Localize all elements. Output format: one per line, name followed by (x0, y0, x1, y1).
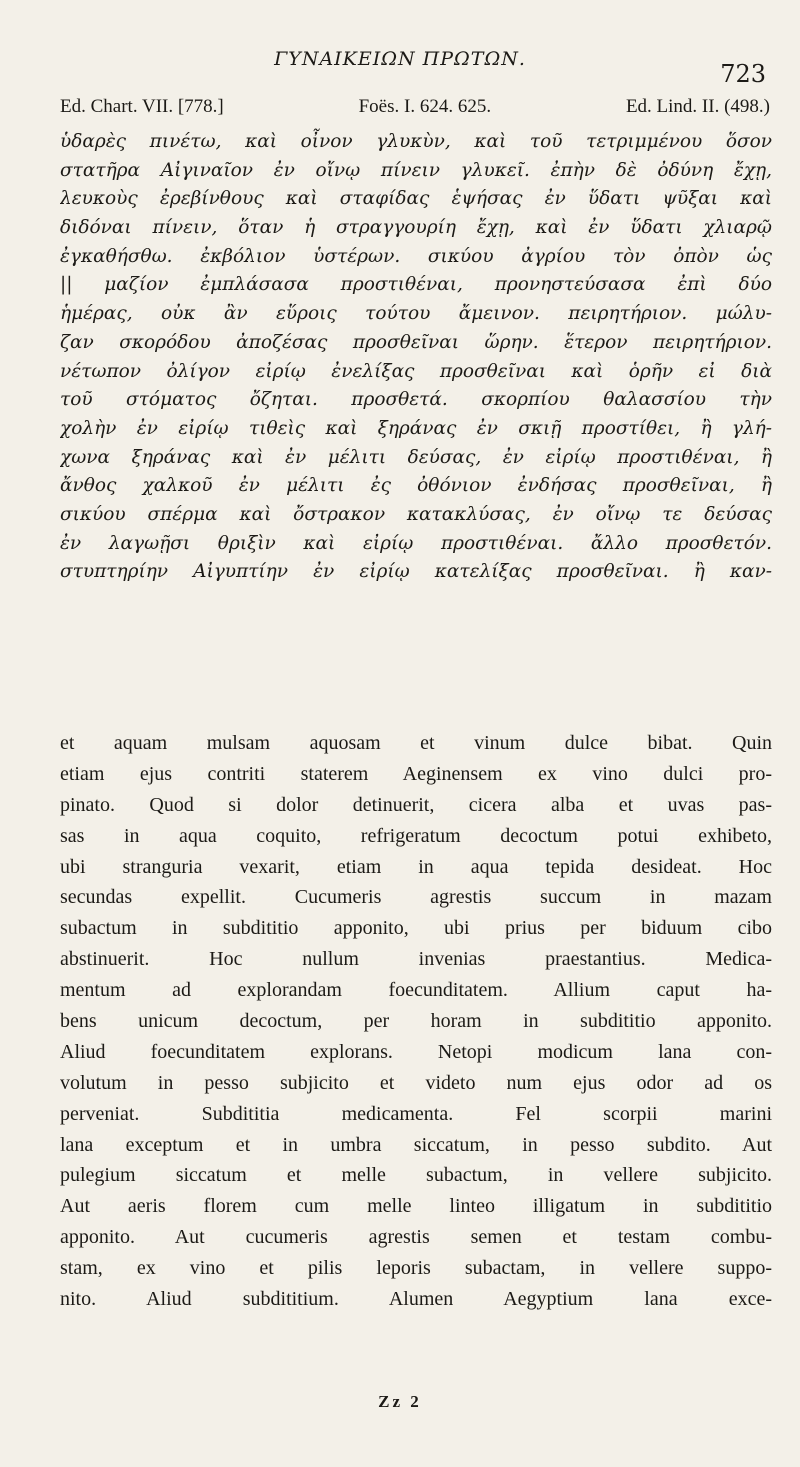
latin-line: bens unicum decoctum, per horam in subdititio apponito. (60, 1010, 772, 1033)
latin-line: secundas expellit. Cucumeris agrestis succum in mazam (60, 886, 772, 909)
greek-line: χολὴν ἐν εἰρίῳ τιθεὶς καὶ ξηράνας ἐν σκιῇ προστίθει, ἢ γλή- (60, 417, 772, 439)
edition-chart: Ed. Chart. VII. [778.] (60, 96, 224, 117)
greek-line: στυπτηρίην Αἰγυπτίην ἐν εἰρίῳ κατελίξας προσθεῖναι. ἢ καν- (60, 561, 772, 583)
greek-line: λευκοὺς ἐρεβίνθους καὶ σταφίδας ἑψήσας ἐν ὕδατι ψῦξαι καὶ (60, 188, 772, 210)
latin-line: ubi stranguria vexarit, etiam in aqua tepida desideat. Hoc (60, 855, 772, 878)
latin-line: abstinuerit. Hoc nullum invenias praestantius. Medica- (60, 948, 772, 971)
greek-line: ἡμέρας, οὐκ ἂν εὕροις τούτου ἄμεινον. πειρητήριον. μώλυ- (60, 303, 772, 325)
greek-line: διδόναι πίνειν, ὅταν ἡ στραγγουρίη ἔχῃ, καὶ ἐν ὕδατι χλιαρῷ (60, 217, 772, 239)
latin-line: nito. Aliud subdititium. Alumen Aegyptium lana exce- (60, 1288, 772, 1311)
edition-foes: Foës. I. 624. 625. (358, 96, 492, 117)
greek-line: || μαζίον ἐμπλάσασα προστιθέναι, προνηστεύσασα ἐπὶ δύο (60, 274, 772, 296)
latin-line: pinato. Quod si dolor detinuerit, cicera alba et uvas pas- (60, 793, 772, 816)
greek-line: σικύου σπέρμα καὶ ὄστρακον κατακλύσας, ἐν οἴνῳ τε δεύσας (60, 503, 772, 525)
latin-line: volutum in pesso subjicito et videto num ejus odor ad os (60, 1071, 772, 1094)
latin-line: Aut aeris florem cum melle linteo illigatum in subdititio (60, 1195, 772, 1218)
greek-line: ἐγκαθήσθω. ἐκβόλιον ὑστέρων. σικύου ἀγρίου τὸν ὀπὸν ὡς (60, 245, 772, 267)
latin-line: stam, ex vino et pilis leporis subactam, in vellere suppo- (60, 1257, 772, 1280)
latin-line: mentum ad explorandam foecunditatem. Allium caput ha- (60, 979, 772, 1002)
latin-line: perveniat. Subdititia medicamenta. Fel scorpii marini (60, 1102, 772, 1125)
edition-references (60, 96, 770, 118)
greek-text-block (60, 128, 772, 587)
latin-line: et aquam mulsam aquosam et vinum dulce bibat. Quin (60, 732, 772, 754)
greek-line: ζαν σκορόδου ἀποζέσας προσθεῖναι ὥρην. ἕτερον πειρητήριον. (60, 331, 772, 353)
greek-line: ἐν λαγωῇσι θριξὶν καὶ εἰρίῳ προστιθέναι. ἄλλο προσθετόν. (60, 532, 772, 554)
latin-line: pulegium siccatum et melle subactum, in vellere subjicito. (60, 1164, 772, 1187)
greek-line: τοῦ στόματος ὄζηται. προσθετά. σκορπίου θαλασσίου τὴν (60, 389, 772, 411)
latin-line: apponito. Aut cucumeris agrestis semen et testam combu- (60, 1226, 772, 1249)
running-title: ΓΥΝΑΙΚΕΙΩΝ ΠΡΩΤΩΝ. (274, 48, 526, 70)
latin-line: sas in aqua coquito, refrigeratum decoctum potui exhibeto, (60, 824, 772, 847)
latin-line: lana exceptum et in umbra siccatum, in pesso subdito. Aut (60, 1133, 772, 1156)
latin-line: subactum in subdititio apponito, ubi prius per biduum cibo (60, 917, 772, 940)
latin-text-block (60, 728, 772, 1315)
page-number: 723 (720, 60, 766, 88)
edition-lind: Ed. Lind. II. (498.) (625, 96, 770, 117)
greek-line: ἄνθος χαλκοῦ ἐν μέλιτι ἐς ὀθόνιον ἐνδήσας προσθεῖναι, ἢ (60, 475, 772, 497)
greek-line: νέτωπον ὀλίγον εἰρίῳ ἐνελίξας προσθεῖναι καὶ ὁρῆν εἰ διὰ (60, 360, 772, 382)
greek-line: στατῆρα Αἰγιναῖον ἐν οἴνῳ πίνειν γλυκεῖ. ἐπὴν δὲ ὀδύνη ἔχῃ, (60, 159, 772, 181)
latin-line: etiam ejus contriti staterem Aeginensem ex vino dulci pro- (60, 762, 772, 785)
signature-mark: Zz 2 (378, 1392, 422, 1411)
greek-line: χωνα ξηράνας καὶ ἐν μέλιτι δεύσας, ἐν εἰρίῳ προστιθέναι, ἢ (60, 446, 772, 468)
latin-line: Aliud foecunditatem explorans. Netopi modicum lana con- (60, 1040, 772, 1063)
greek-line: ὑδαρὲς πινέτω, καὶ οἶνον γλυκὺν, καὶ τοῦ τετριμμένου ὅσον (60, 131, 772, 152)
